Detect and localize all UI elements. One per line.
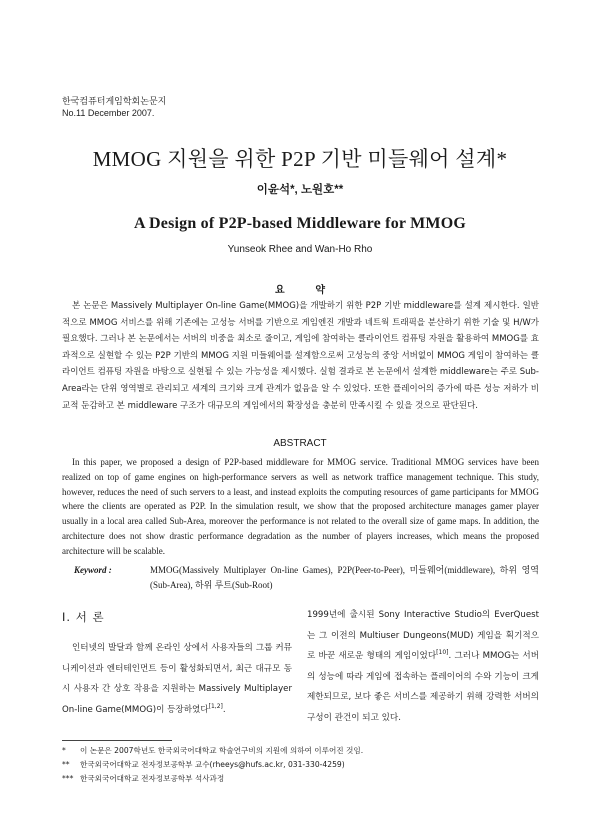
section-heading: Ⅰ. 서 론 xyxy=(62,610,105,624)
english-authors: Yunseok Rhee and Wan-Ho Rho xyxy=(227,244,373,255)
korean-title: MMOG 지원을 위한 P2P 기반 미들웨어 설계* xyxy=(92,147,508,171)
journal-header xyxy=(62,95,166,119)
journal-name: 한국컴퓨터게임학회논문지 xyxy=(62,96,167,106)
abstract-heading: ABSTRACT xyxy=(273,438,327,449)
korean-abstract-heading: 요 약 xyxy=(274,285,340,296)
footnote-divider xyxy=(62,740,172,741)
citation-ref: [1,2] xyxy=(208,702,223,710)
footnote xyxy=(62,744,539,758)
abstract-body: In this paper, we proposed a design of P2P-based middleware for MMOG service. Traditional MMOG services have been realized on top of game engines on high-performance servers as well as network traffice management technique. This study, however, reduces the need of such servers to a least, and instead exploits the computing resources of game participants for MMOG where the clients are operated as P2P. In the simulation result, we show that the proposed architecture manages gamer player usually in a local area called Sub-Area, moreover the performance is not related to the overall size of game maps. In addition, the architecture does not show drastic performance degradation as the number of players increases, which means the proposed architecture will be scalable. xyxy=(62,457,539,556)
body-column-left xyxy=(62,638,292,720)
footnote-mark: ** xyxy=(62,760,70,769)
intro-paragraph-right-a: 1999년에 출시된 Sony Interactive Studio의 EverQuest는 그 이전의 Multiuser Dungeons(MUD) 게임을 획기적으로 바꾼 새로운 형태의 게임이었다 xyxy=(307,610,539,662)
footnotes xyxy=(62,744,539,786)
sentence-end: . xyxy=(222,704,226,715)
keyword-text: MMOG(Massively Multiplayer On-line Games), P2P(Peer-to-Peer), 미들웨어(middleware), 하위 영역(Sub-Area), 하위 루트(Sub-Root) xyxy=(150,565,539,590)
footnote-text: 이 논문은 2007학년도 한국외국어대학교 학술연구비의 지원에 의하여 이루어진 것임. xyxy=(80,746,364,755)
korean-authors: 이윤석*, 노원호** xyxy=(256,184,344,196)
footnote-text: 한국외국어대학교 전자정보공학부 석사과정 xyxy=(80,774,225,783)
footnote-mark: *** xyxy=(62,774,74,783)
keyword-label: Keyword : xyxy=(74,565,112,575)
footnote xyxy=(62,758,539,772)
english-title: A Design of P2P-based Middleware for MMOG xyxy=(133,215,467,232)
intro-paragraph-right-b: . 그러나 MMOG는 서버의 성능에 따라 게임에 접속하는 플레이어의 수와 기능이 크게 제한되므로, 보다 좋은 서비스를 제공하기 위해 강력한 서버의 구성이 관건이 되고 있다. xyxy=(307,651,539,723)
footnote xyxy=(62,772,539,786)
journal-issue: No.11 December 2007. xyxy=(62,108,155,118)
intro-paragraph-left: 인터넷의 발달과 함께 온라인 상에서 사용자들의 그룹 커뮤니케이션과 엔터테인먼트 등이 활성화되면서, 최근 대규모 동시 사용자 간 상호 작용을 지원하는 Massively Multiplayer On-line Game(MMOG)이 등장하였다 xyxy=(62,643,292,715)
citation-ref: [10] xyxy=(436,649,449,657)
body-column-right xyxy=(307,605,539,729)
korean-abstract-body: 본 논문은 Massively Multiplayer On-line Game(MMOG)을 개발하기 위한 P2P 기반 middleware를 설계 제시한다. 일반적으로 MMOG 서비스를 위해 기존에는 고성능 서버를 기반으로 게임엔진 개발과 네트웍 트래픽을 분산하기 위한 기술 및 H/W가 필요했다. 그러나 본 논문에서는 서버의 비중을 최소로 줄이고, 게임에 참여하는 클라이언트 컴퓨팅 자원을 활용하여 MMOG를 효과적으로 실현할 수 있는 P2P 기반의 MMOG 지원 미들웨어를 설계함으로써 고성능의 중앙 서버없이 MMOG 게임이 참여하는 클라이언트 컴퓨팅 자원을 바탕으로 실현될 수 있는 가능성을 제시했다. 실험 결과로 본 논문에서 설계한 middleware는 주로 Sub-Area라는 단위 영역별로 관리되고 세계의 크기와 크게 관계가 없음을 알 수 있었다. 또한 플레이어의 증가에 따른 성능 저하가 비교적 둔감하고 본 middleware 구조가 대규모의 게임에서의 확장성을 충분히 만족시킬 수 있을 것으로 판단된다. xyxy=(62,301,539,411)
footnote-mark: * xyxy=(62,746,66,755)
footnote-text: 한국외국어대학교 전자정보공학부 교수(rheeys@hufs.ac.kr, 031-330-4259) xyxy=(80,760,345,769)
